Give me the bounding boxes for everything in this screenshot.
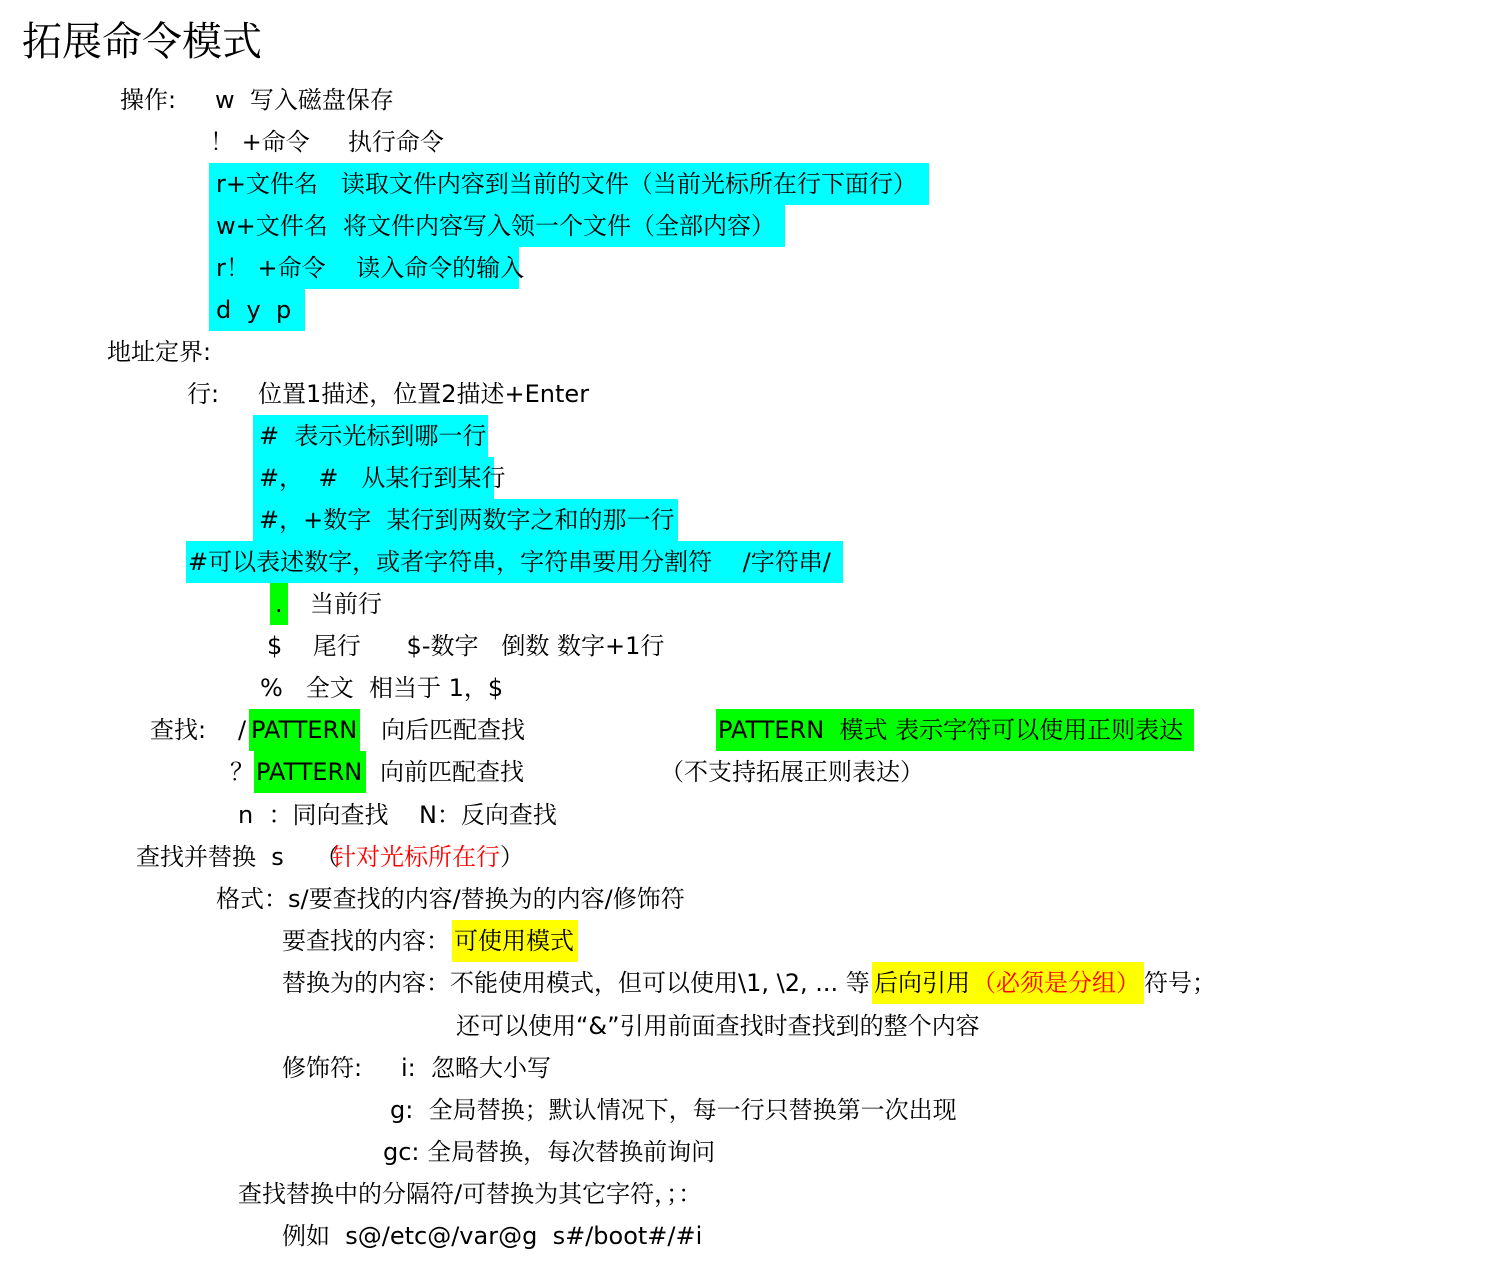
search-pattern-fwd: PATTERN — [251, 716, 358, 744]
search-pattern-bwd: PATTERN — [256, 758, 363, 786]
search-slash: / — [238, 716, 247, 744]
ops-w-file: w+文件名 将文件内容写入领一个文件（全部内容） — [216, 212, 775, 240]
replace-cursor-note: 针对光标所在行 — [332, 843, 500, 871]
search-bwd: 向前匹配查找 — [380, 758, 524, 786]
addr-hash: # 表示光标到哪一行 — [259, 422, 487, 450]
replace-label: 查找并替换 s — [136, 843, 284, 871]
replace-paren-open: （ — [315, 843, 339, 871]
addr-percent: % 全文 相当于 1，$ — [260, 674, 504, 702]
ops-r-file: r+文件名 读取文件内容到当前的文件（当前光标所在行下面行） — [216, 170, 917, 198]
addr-hash-hash: #， # 从某行到某行 — [259, 464, 506, 492]
addr-dollar: $ 尾行 $-数字 倒数 数字+1行 — [267, 632, 665, 660]
addr-dot: . — [275, 590, 283, 618]
replace-format: 格式：s/要查找的内容/替换为的内容/修饰符 — [216, 885, 685, 913]
replace-sep-note: 查找替换中的分隔符/可替换为其它字符，；： — [238, 1180, 703, 1208]
replace-mod-gc: gc: 全局替换，每次替换前询问 — [383, 1138, 716, 1166]
replace-mod-i: i: 忽略大小写 — [401, 1054, 552, 1082]
replace-repl-label: 替换为的内容：不能使用模式，但可以使用\1, \2, ... 等 — [282, 969, 870, 997]
addr-dot-desc: 当前行 — [310, 590, 382, 618]
search-q: ？ — [230, 758, 254, 786]
page-title: 拓展命令模式 — [22, 19, 262, 65]
line-label: 行: — [187, 380, 220, 408]
search-fwd: 向后匹配查找 — [381, 716, 525, 744]
replace-find-label: 要查找的内容： — [282, 927, 450, 955]
replace-mod-label: 修饰符: — [282, 1054, 363, 1082]
ops-r-bang: r！ +命令 读入命令的输入 — [216, 254, 525, 282]
replace-find-hl: 可使用模式 — [454, 927, 574, 955]
line-desc: 位置1描述，位置2描述+Enter — [258, 380, 590, 408]
ops-bang: ！ +命令 执行命令 — [210, 128, 444, 156]
search-no-ext: （不支持拓展正则表达） — [660, 758, 924, 786]
search-pattern-note: PATTERN 模式 表示字符可以使用正则表达 — [718, 716, 1184, 744]
address-label: 地址定界: — [107, 338, 212, 366]
replace-example: 例如 s@/etc@/var@g s#/boot#/#i — [282, 1222, 703, 1250]
search-label: 查找: — [150, 716, 207, 744]
addr-hash-plus: #，+数字 某行到两数字之和的那一行 — [259, 506, 675, 534]
ops-w: w 写入磁盘保存 — [215, 86, 394, 114]
replace-must-group: （必须是分组） — [972, 969, 1140, 997]
addr-hash-note: #可以表述数字，或者字符串，字符串要用分割符 /字符串/ — [188, 548, 831, 576]
ops-label: 操作: — [120, 86, 177, 114]
replace-paren-close: ） — [500, 843, 524, 871]
replace-mod-g: g: 全局替换；默认情况下，每一行只替换第一次出现 — [390, 1096, 957, 1124]
search-n-line: n ：同向查找 N：反向查找 — [238, 801, 557, 829]
ops-dyp: d y p — [216, 296, 292, 324]
replace-amp: 还可以使用“&”引用前面查找时查找到的整个内容 — [456, 1012, 980, 1040]
replace-backref: 后向引用 — [874, 969, 970, 997]
replace-symbol: 符号； — [1144, 969, 1216, 997]
